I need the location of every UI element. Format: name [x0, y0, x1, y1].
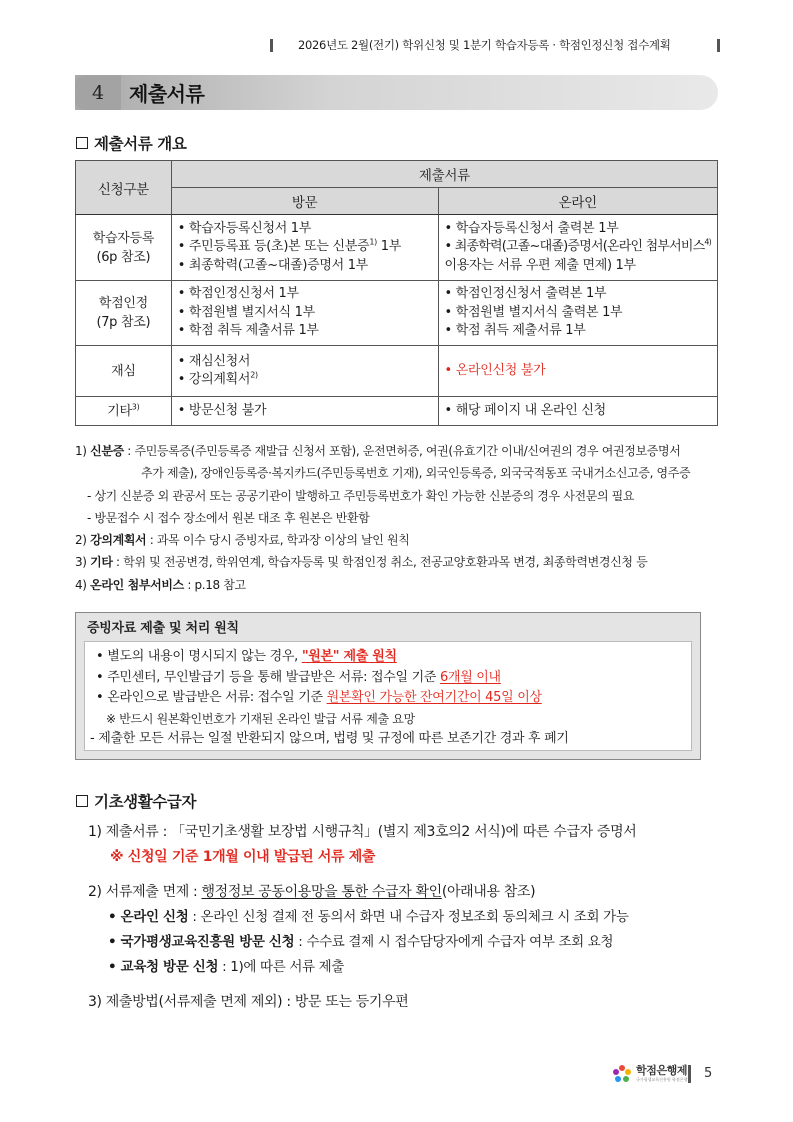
- category-cell: [76, 215, 172, 281]
- category-name: 학점인정: [98, 296, 148, 311]
- online-cell: [438, 397, 717, 426]
- list-item: • 학점 취득 제출서류 1부: [444, 323, 586, 339]
- list-item: • 학습자등록신청서 1부: [177, 220, 312, 236]
- basic-item-3: 3) 제출방법(서류제출 면제 제외) : 방문 또는 등기우편: [88, 994, 409, 1010]
- category-ref: (7p 참조): [96, 315, 151, 330]
- list-item: • 최종학력(고졸~대졸)증명서 1부: [177, 257, 368, 273]
- list-item: • 강의계획서$^{2)}$: [177, 370, 258, 387]
- principle-line: • 주민센터, 무인발급기 등을 통해 발급받은 서류: 접수일 기준 6개월 이내: [96, 669, 501, 685]
- table-row: [76, 397, 718, 426]
- category-name: 재심: [111, 363, 136, 379]
- visit-cell: [171, 215, 438, 281]
- category-name: 학습자등록: [92, 230, 154, 246]
- overview-heading-text: 제출서류 개요: [94, 135, 187, 153]
- visit-cell: [171, 346, 438, 397]
- footnote-1-sub: - 상기 신분증 외 관공서 또는 공공기관이 발행하고 주민등록번호가 확인 가능한 신분증의 경우 사전문의 필요: [87, 488, 635, 503]
- logo-text: 학점은행제: [636, 1064, 688, 1077]
- list-item: • 해당 페이지 내 온라인 신청: [444, 402, 606, 418]
- col-category-header: 신청구분: [76, 161, 172, 215]
- principle-note: ※ 반드시 원본확인번호가 기재된 온라인 발급 서류 제출 요망: [106, 711, 415, 726]
- list-item: • 온라인신청 불가: [444, 362, 546, 378]
- basic-item-2: 2) 서류제출 면제 : 행정정보 공동이용망을 통한 수급자 확인(아래내용 참조): [88, 884, 536, 900]
- list-item: • 재심신청서: [177, 353, 251, 369]
- evidence-principle-box: [75, 612, 701, 760]
- list-item: • 학점인정신청서 1부: [177, 286, 299, 302]
- section-title-band: [75, 75, 718, 110]
- online-cell: [438, 281, 717, 346]
- visit-cell: [171, 397, 438, 426]
- running-title: 2026년도 2월(전기) 학위신청 및 1분기 학습자등록 · 학점인정신청 접수계획: [298, 38, 671, 52]
- category-cell: [76, 281, 172, 346]
- running-header: [270, 36, 720, 54]
- list-item: • 방문신청 불가: [177, 402, 267, 418]
- online-cell: [438, 215, 717, 281]
- page-number: 5: [704, 1066, 713, 1081]
- section-number: 4: [75, 75, 121, 110]
- header-bar-left: [270, 39, 273, 52]
- credit-bank-logo: [612, 1064, 688, 1084]
- col-visit-header: 방문: [171, 188, 438, 215]
- visit-cell: [171, 281, 438, 346]
- col-docs-header: 제출서류: [171, 161, 717, 188]
- basic-livelihood-section: [88, 820, 728, 1015]
- basic-subitem: • 온라인 신청 : 온라인 신청 결제 전 동의서 화면 내 수급자 정보조회 동의체크 시 조회 가능: [108, 909, 629, 925]
- list-item: 이용자는 서류 우편 제출 면제) 1부: [444, 257, 636, 273]
- principle-body: [84, 641, 692, 751]
- header-bar-right: [717, 39, 720, 52]
- footer-divider: [688, 1065, 691, 1083]
- category-name: 기타: [107, 403, 132, 419]
- logo-flower-icon: [612, 1064, 632, 1084]
- list-item: • 학점 취득 제출서류 1부: [177, 323, 319, 339]
- logo-subtext: 국가평생교육진흥원 학점은행: [636, 1077, 688, 1082]
- section-title: 제출서류: [129, 82, 205, 106]
- category-cell: 기타$^{3)}$: [76, 397, 172, 426]
- principle-line: • 별도의 내용이 명시되지 않는 경우, "원본" 제출 원칙: [96, 649, 397, 664]
- footnote-1-sub: - 방문접수 시 접수 장소에서 원본 대조 후 원본은 반환함: [87, 510, 370, 525]
- col-online-header: 온라인: [438, 188, 717, 215]
- list-item: • 학점원별 별지서식 출력본 1부: [444, 304, 623, 320]
- category-cell: [76, 346, 172, 397]
- checkbox-square-icon: [76, 795, 88, 807]
- list-item: • 학점원별 별지서식 1부: [177, 304, 315, 320]
- footnote-1: 1) 신분증 : 주민등록증(주민등록증 재발급 신청서 포함), 운전면허증, 여권(유효기간 이내/신여권의 경우 여권정보증명서: [75, 444, 681, 458]
- footnote-2: 2) 강의계획서 : 과목 이수 당시 증빙자료, 학과장 이상의 날인 원칙: [75, 533, 410, 548]
- online-cell: [438, 346, 717, 397]
- basic-subitem: • 교육청 방문 신청 : 1)에 따른 서류 제출: [108, 959, 345, 975]
- list-item: • 학점인정신청서 출력본 1부: [444, 286, 607, 302]
- checkbox-square-icon: [76, 137, 88, 149]
- table-row: [76, 215, 718, 281]
- basic-heading: [76, 790, 196, 812]
- basic-heading-text: 기초생활수급자: [94, 793, 197, 811]
- principle-title: 증빙자료 제출 및 처리 원칙: [87, 621, 239, 636]
- footnote-3: 3) 기타 : 학위 및 전공변경, 학위연계, 학습자등록 및 학점인정 취소, 전공교양호환과목 변경, 최종학력변경신청 등: [75, 555, 648, 570]
- basic-subitem: • 국가평생교육진흥원 방문 신청 : 수수료 결제 시 접수담당자에게 수급자 여부 조회 요청: [108, 934, 614, 950]
- table-row: [76, 346, 718, 397]
- footnote-4: 4) 온라인 첨부서비스 : p.18 참고: [75, 577, 246, 592]
- footnotes: [75, 440, 725, 596]
- footnote-1-cont: 추가 제출), 장애인등록증·복지카드(주민등록번호 기재), 외국인등록증, 외국국적동포 국내거소신고증, 영주증: [141, 466, 691, 481]
- overview-heading: [76, 132, 186, 154]
- list-item: • 최종학력(고졸~대졸)증명서(온라인 첨부서비스$^{4)}$: [444, 237, 711, 255]
- list-item: • 학습자등록신청서 출력본 1부: [444, 220, 619, 236]
- basic-item-1: 1) 제출서류 : 「국민기초생활 보장법 시행규칙」(별지 제3호의2 서식)에 따른 수급자 증명서: [88, 824, 637, 840]
- table-row: [76, 281, 718, 346]
- principle-line: - 제출한 모든 서류는 일절 반환되지 않으며, 법령 및 규정에 따른 보존기간 경과 후 폐기: [90, 731, 569, 746]
- principle-line: • 온라인으로 발급받은 서류: 접수일 기준 원본확인 가능한 잔여기간이 45일 이상: [96, 690, 542, 705]
- list-item: • 주민등록표 등(초)본 또는 신분증$^{1)}$ 1부: [177, 237, 401, 255]
- documents-table: [75, 160, 718, 426]
- category-ref: (6p 참조): [96, 249, 151, 265]
- basic-warning: ※ 신청일 기준 1개월 이내 발급된 서류 제출: [110, 849, 376, 865]
